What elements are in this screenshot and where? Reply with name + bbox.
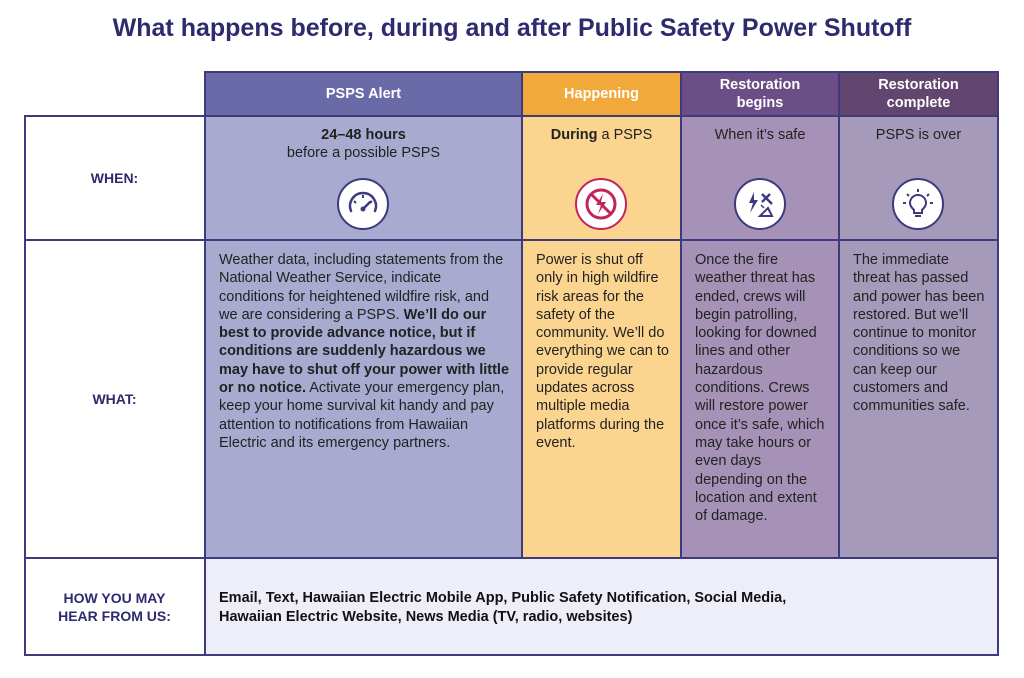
what-alert-bold: We’ll do our best to provide advance notice, but if conditions are suddenly hazardous we may have to shut off your power with little or no notice. (219, 306, 510, 397)
row-label-how-line2: HEAR FROM US: (58, 607, 171, 624)
page-title: What happens before, during and after Public Safety Power Shutoff (112, 14, 912, 42)
grid-col2 (521, 71, 523, 559)
when-psps-alert-bold: 24–48 hours (321, 127, 406, 143)
when-happening-text (522, 126, 681, 144)
what-restoration-complete-text: The immediate threat has passed and power has been restored. But we’ll continue to monitor conditions so we can keep our customers and communities safe. (853, 252, 985, 415)
grid-col5 (997, 71, 999, 656)
row-label-when: WHEN: (90, 170, 139, 186)
row-label-what: WHAT: (92, 391, 137, 407)
row-label-how-line1: HOW YOU MAY (63, 589, 166, 606)
gauge-icon (337, 178, 389, 230)
what-restoration-begins-cell (681, 240, 839, 558)
header-psps-alert: PSPS Alert (205, 72, 522, 116)
when-restoration-complete-cell (839, 116, 998, 240)
grid-row1 (24, 115, 999, 117)
when-happening-bold: During (550, 127, 598, 143)
what-happening-cell (522, 240, 681, 558)
lightbulb-icon (892, 178, 944, 230)
what-psps-alert-cell (205, 240, 522, 558)
how-channels-cell (205, 558, 998, 655)
when-restoration-begins-text: When it’s safe (714, 127, 806, 143)
when-psps-alert-cell (205, 116, 522, 240)
grid-col3 (680, 71, 682, 559)
grid-col4 (838, 71, 840, 559)
when-restoration-begins-cell (681, 116, 839, 240)
when-happening-rest: a PSPS (597, 127, 653, 143)
row-label-how (24, 558, 205, 655)
how-channels-line2: Hawaiian Electric Website, News Media (TV, radio, websites) (219, 609, 633, 625)
when-happening-cell (522, 116, 681, 240)
no-power-icon (575, 178, 627, 230)
what-alert-text-1: Weather data, including statements from the National Weather Service, indicate conditions for heightened wildfire risk, and we are considering a PSPS. (219, 252, 504, 323)
grid-bottom (24, 654, 999, 656)
when-psps-alert-rest: before a possible PSPS (286, 145, 441, 161)
how-channels-line1: Email, Text, Hawaiian Electric Mobile App, Public Safety Notification, Social Media, (219, 590, 787, 606)
header-happening: Happening (522, 72, 681, 116)
what-alert-text-2: Activate your emergency plan, keep your home survival kit handy and pay attention to notifications from Hawaiian Electric and its emergency partners. (219, 380, 505, 451)
what-restoration-complete-cell (839, 240, 998, 558)
grid-top (205, 71, 999, 73)
grid-row3 (24, 557, 999, 559)
when-restoration-complete-text: PSPS is over (875, 127, 962, 143)
when-psps-alert-text (205, 126, 522, 162)
header-restoration-complete-label: Restoration complete (878, 77, 959, 111)
crew-repair-icon (734, 178, 786, 230)
header-restoration-begins (681, 72, 839, 116)
grid-row2 (24, 239, 999, 241)
what-restoration-begins-text: Once the fire weather threat has ended, crews will begin patrolling, looking for downed lines and other hazardous conditions. Crews will restore power once it’s safe, which may take hours or even days depending on the location and extent of damage. (695, 252, 825, 525)
what-happening-text: Power is shut off only in high wildfire risk areas for the safety of the community. We’ll do everything we can to provide regular updates across multiple media platforms during the event. (536, 252, 669, 451)
header-restoration-begins-label: Restoration begins (719, 77, 801, 111)
grid-col0 (24, 115, 26, 656)
grid-col1 (204, 71, 206, 656)
header-restoration-complete (839, 72, 998, 116)
